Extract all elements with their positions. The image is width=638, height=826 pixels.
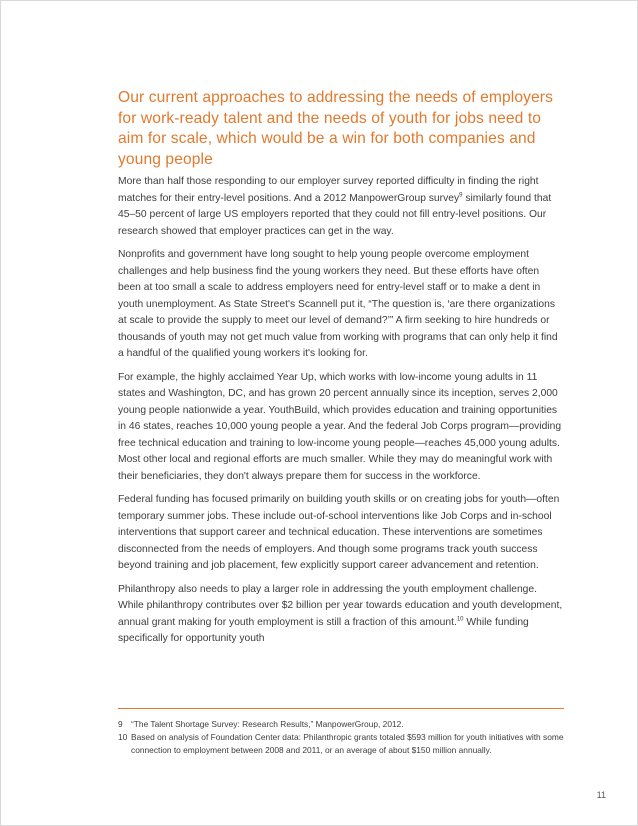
paragraph-5 [118, 582, 564, 648]
main-content [118, 88, 564, 655]
footnote-ref-9[interactable]: 9 [459, 192, 463, 199]
paragraph-text: More than half those responding to our employer survey reported difficulty in finding the right matches for their entry-level positions. And a 2012 ManpowerGroup survey [118, 176, 539, 204]
paragraph-text: For example, the highly acclaimed Year Up, which works with low-income young adults in 11 states and Washington, DC, and has grown 20 percent annually since its inception, serves 2,000 young people nationwide a year. YouthBuild, which provides education and training opportunities in 46 states, reaches 10,000 young people a year. And the federal Job Corps program—providing free technical education and training to low-income young people—reaches 45,000 young adults. Most other local and regional efforts are much smaller. While they may do meaningful work with their beneficiaries, they don't always prepare them for success in the workforce. [118, 371, 562, 482]
paragraph-3 [118, 370, 564, 486]
paragraph-text: Nonprofits and government have long sought to help young people overcome employment challenges and help business find the young workers they need. But these efforts have often been at too small a scale to address employers need for entry-level staff or to make a dent in youth unemployment. As State Street's Scannell put it, “The question is, ‘are there organizations at scale to provide the supply to meet our level of demand?’” A firm seeking to hire hundreds or thousands of youth may not get much value from working with programs that can only help it find a handful of the qualified young workers it's looking for. [118, 249, 558, 360]
footnote-text: Based on analysis of Foundation Center data: Philanthropic grants totaled $593 million for youth initiatives with some connection to employment between 2008 and 2011, or an average of about $150 million annually. [131, 732, 564, 756]
paragraph-1 [118, 174, 564, 240]
paragraph-text: Federal funding has focused primarily on building youth skills or on creating jobs for youth—often temporary summer jobs. These include out-of-school interventions like Job Corps and in-school interventions that support career and technical education. These interventions are sometimes disconnected from the needs of employers. And though some programs track youth success beyond training and job placement, few explicitly support career advancement and retention. [118, 494, 560, 572]
paragraph-text: While funding specifically for opportunity youth [118, 616, 529, 645]
footnote-ref-10[interactable]: 10 [456, 616, 464, 623]
footnote-number: 9 [118, 719, 123, 729]
paragraph-4 [118, 492, 564, 575]
section-heading: Our current approaches to addressing the needs of employers for work-ready talent and the needs of youth for jobs need to aim for scale, which would be a win for both companies and young people [118, 89, 553, 168]
paragraph-text: Philanthropy also needs to play a larger role in addressing the youth employment challenge. While philanthropy contributes over $2 billion per year towards education and youth development, annual grant making for youth employment is still a fraction of this amount. [118, 583, 563, 628]
footnote-9 [118, 718, 568, 731]
footnote-10 [118, 731, 568, 757]
paragraph-2 [118, 247, 564, 363]
page-number: 11 [596, 790, 606, 800]
footnote-text: “The Talent Shortage Survey: Research Results,” ManpowerGroup, 2012. [131, 719, 404, 729]
paragraph-text: similarly found that 45–50 percent of large US employers reported that they could not fill entry-level positions. Our research showed that employer practices can get in the way. [118, 192, 552, 237]
footnote-divider [118, 708, 564, 709]
footnotes [118, 718, 568, 758]
footnote-number: 10 [118, 732, 128, 743]
